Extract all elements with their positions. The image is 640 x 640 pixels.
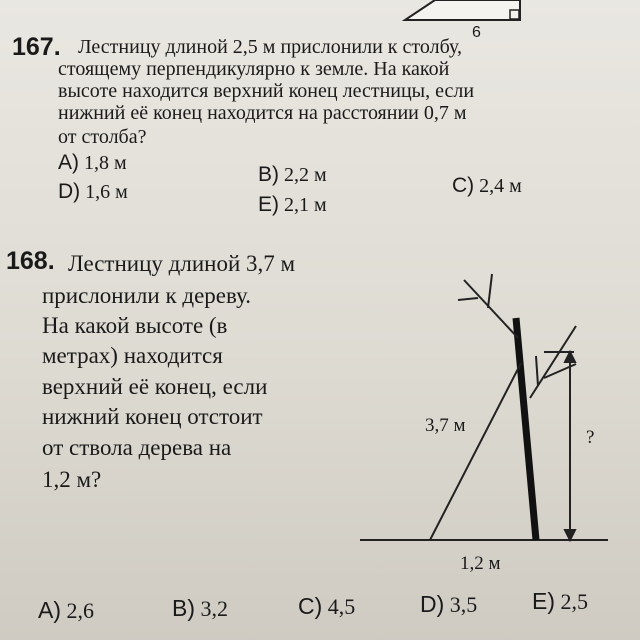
option-value: 2,6 [66, 598, 94, 623]
problem-167-line-2: стоящему перпендикулярно к земле. На какой [58, 58, 450, 80]
problem-168-line-1: Лестницу длиной 3,7 м [68, 251, 296, 276]
option-value: 2,2 м [284, 164, 327, 186]
problem-168-line-6: нижний конец отстоит [42, 404, 263, 429]
option-letter: A) [58, 151, 79, 174]
problem-167-line-1: Лестницу длиной 2,5 м прислонили к столбу, [78, 36, 463, 58]
tree-ladder-figure [360, 268, 610, 558]
triangle-side-label: 6 [472, 24, 481, 41]
problem-168-option-e [532, 588, 588, 615]
base-distance-label: 1,2 м [460, 553, 501, 574]
option-letter: E) [532, 588, 555, 614]
problem-167-option-b [258, 163, 327, 187]
problem-168-option-a [38, 597, 94, 624]
option-letter: B) [172, 595, 195, 621]
problem-168-line-2: прислонили к дереву. [42, 283, 252, 308]
problem-168-line-7: от ствола дерева на [42, 435, 232, 460]
option-value: 3,2 [200, 596, 228, 621]
problem-168-line-5: верхний её конец, если [42, 374, 268, 399]
option-value: 4,5 [327, 594, 356, 619]
height-arrow [544, 352, 575, 540]
option-letter: D) [58, 180, 81, 203]
problem-167-option-c [452, 174, 522, 198]
height-unknown-label: ? [586, 427, 595, 448]
option-value: 2,5 [560, 589, 588, 614]
option-letter: C) [298, 593, 323, 619]
option-value: 2,1 м [284, 194, 327, 216]
option-letter: E) [258, 193, 279, 216]
problem-167-line-5: от столба? [58, 126, 147, 148]
ladder-length-label: 3,7 м [425, 415, 466, 436]
triangle-shape [405, 0, 520, 20]
option-letter: B) [258, 163, 279, 186]
option-letter: D) [420, 591, 445, 617]
problem-167-option-d [58, 180, 128, 204]
option-value: 3,5 [449, 592, 478, 617]
problem-168-option-b [172, 595, 228, 622]
problem-167-option-e [258, 193, 327, 217]
problem-167-number: 167. [12, 33, 61, 61]
option-value: 2,4 м [479, 175, 522, 197]
problem-168-number: 168. [6, 247, 55, 275]
option-value: 1,6 м [85, 181, 128, 203]
option-letter: A) [38, 597, 61, 623]
problem-168-line-8: 1,2 м? [42, 467, 102, 492]
option-letter: C) [452, 174, 475, 197]
problem-168-option-c [298, 593, 355, 620]
problem-168-option-d [420, 591, 477, 618]
tree-branches [458, 274, 576, 398]
problem-167-line-3: высоте находится верхний конец лестницы, если [58, 80, 475, 102]
problem-167-line-4: нижний её конец находится на расстоянии 0,7 м [58, 102, 467, 124]
problem-168-line-3: На какой высоте (в [42, 313, 228, 338]
problem-168-line-4: метрах) находится [42, 343, 223, 368]
option-value: 1,8 м [84, 152, 127, 174]
ladder-line [430, 363, 521, 540]
problem-167-option-a [58, 151, 127, 175]
tree-trunk [516, 318, 536, 540]
